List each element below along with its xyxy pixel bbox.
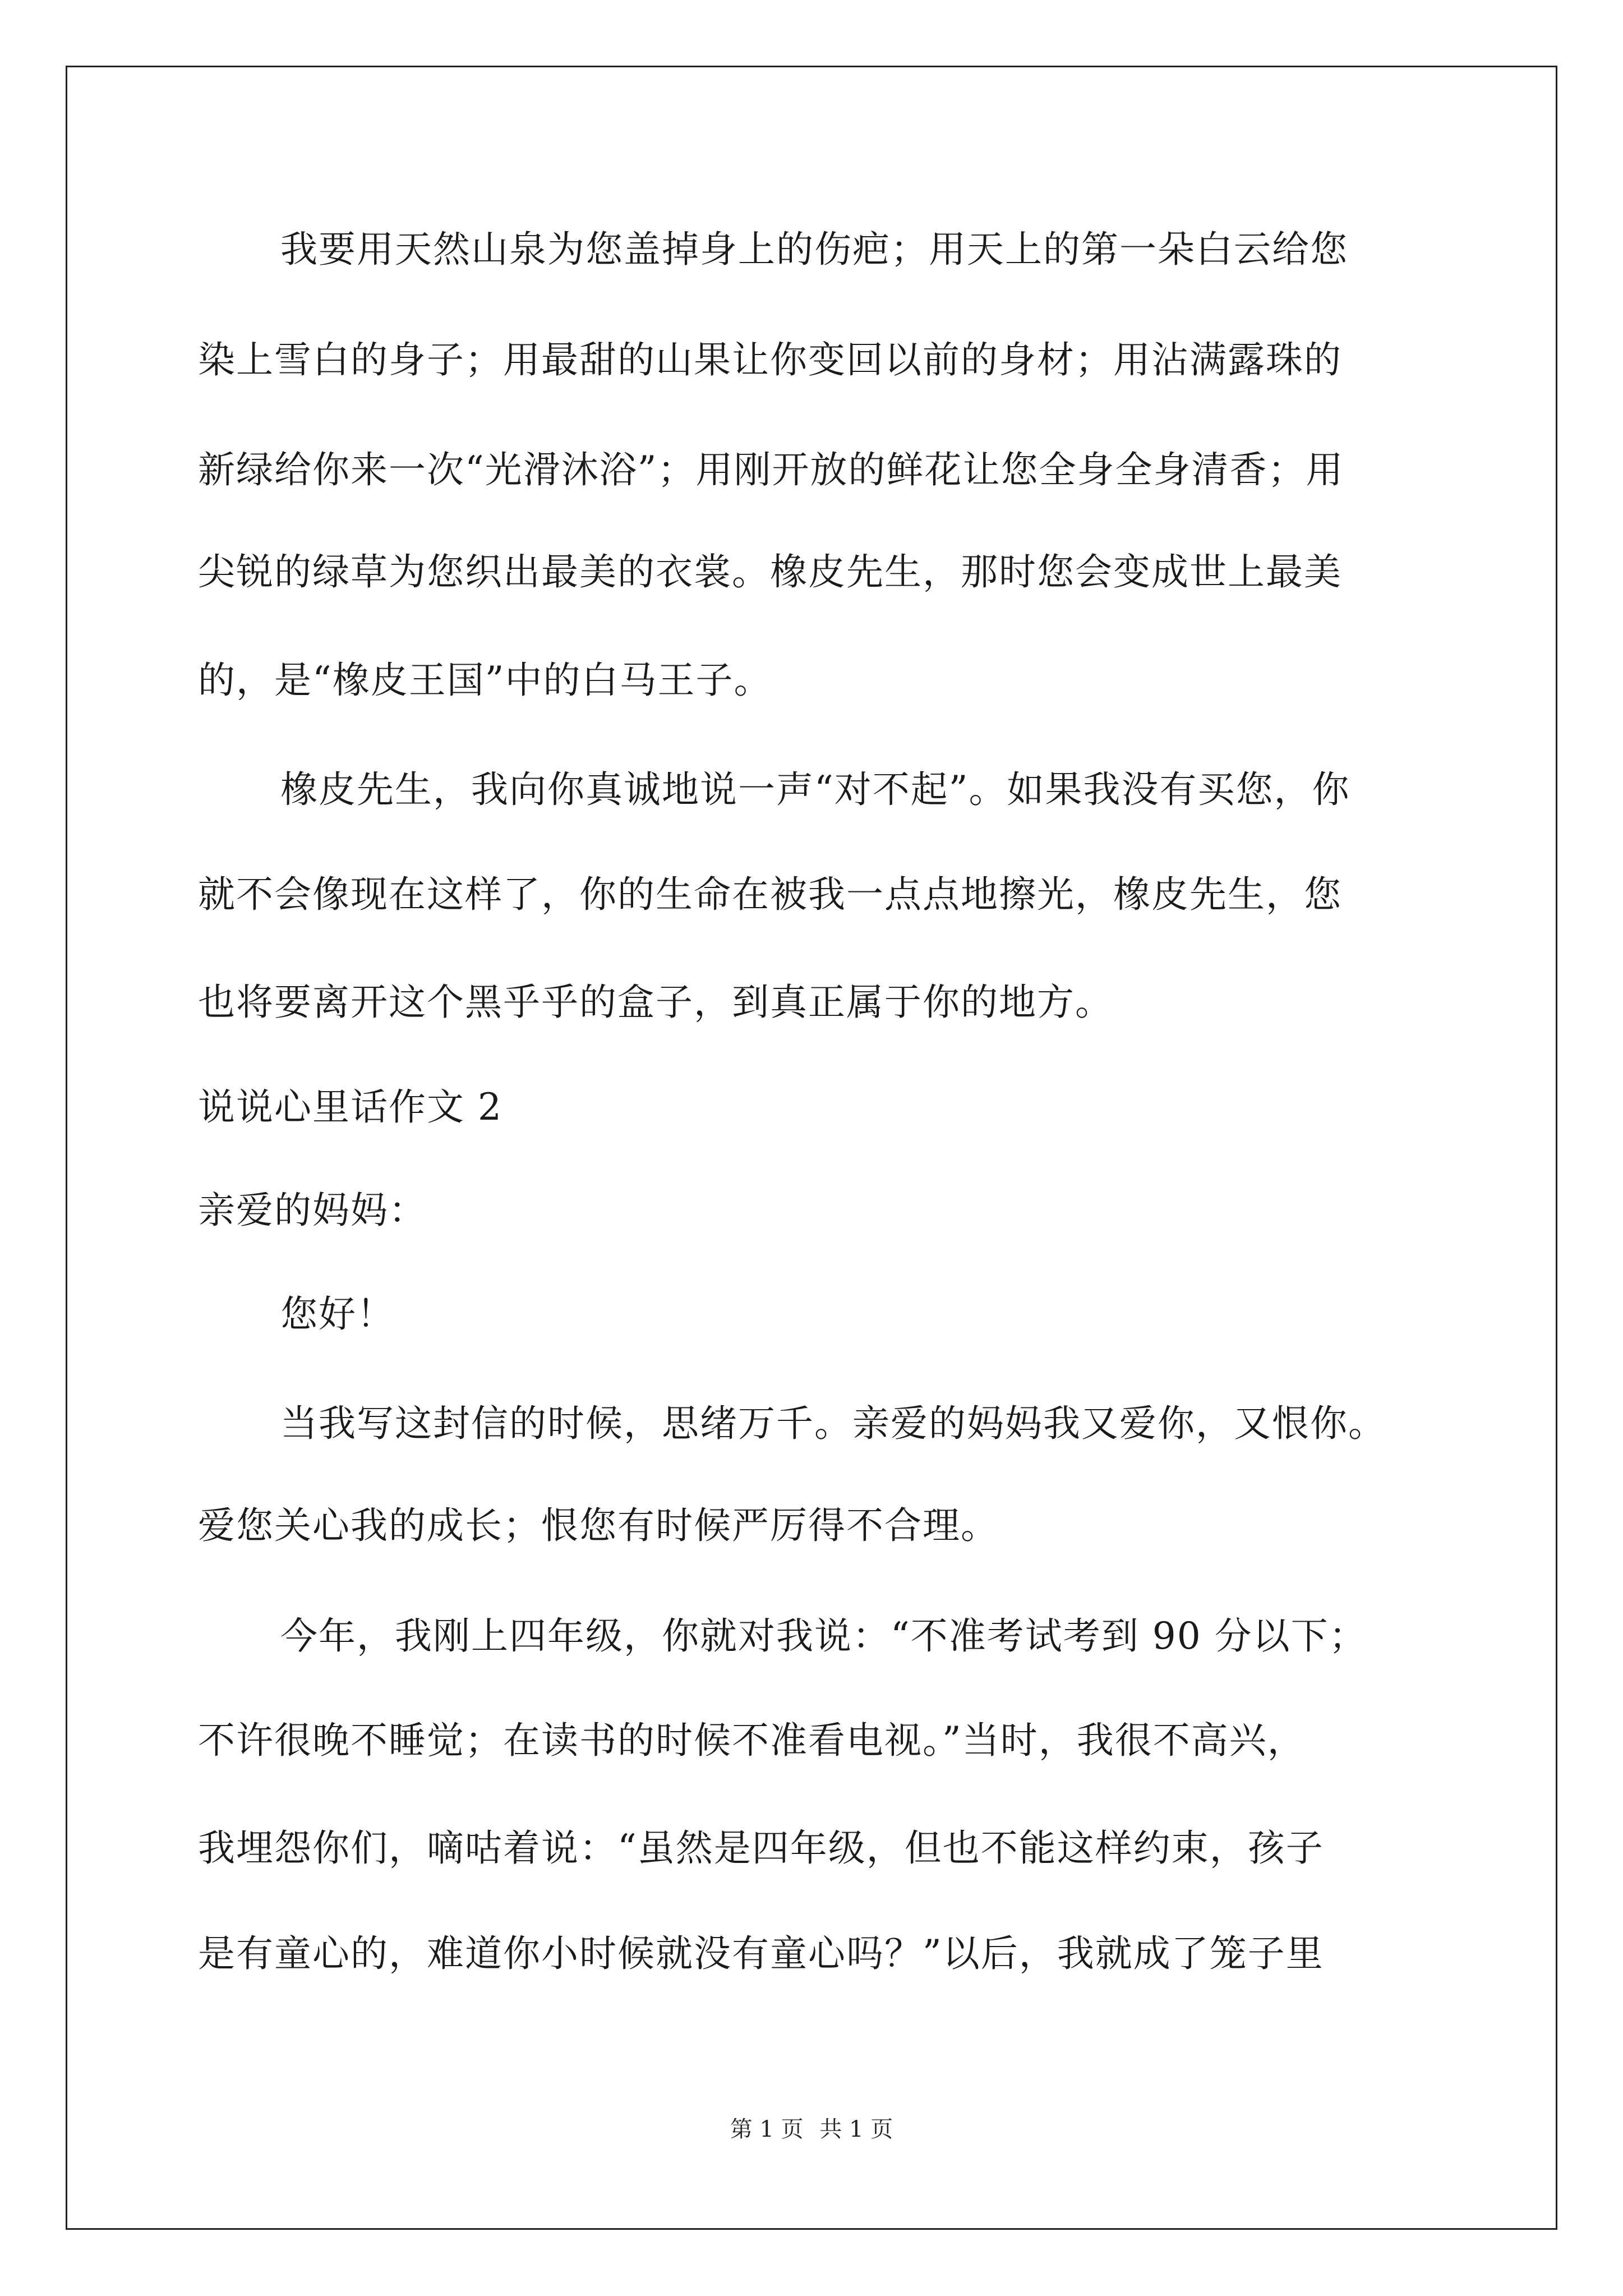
text-line: 我要用天然山泉为您盖掉身上的伤疤；用天上的第一朵白云给您 <box>280 228 1348 271</box>
page-border <box>66 66 1557 2230</box>
text-line: 染上雪白的身子；用最甜的山果让你变回以前的身材；用沾满露珠的 <box>198 338 1342 381</box>
text-line: 当我写这封信的时候，思绪万千。亲爱的妈妈我又爱你，又恨你。 <box>280 1402 1386 1445</box>
text-line: 新绿给你来一次“光滑沐浴”；用刚开放的鲜花让您全身全身清香；用 <box>198 448 1344 491</box>
text-line: 就不会像现在这样了，你的生命在被我一点点地擦光，橡皮先生，您 <box>198 873 1342 916</box>
text-line: 尖锐的绿草为您织出最美的衣裳。橡皮先生，那时您会变成世上最美 <box>198 550 1342 593</box>
text-line: 不许很晚不睡觉；在读书的时候不准看电视。”当时，我很不高兴， <box>198 1719 1306 1762</box>
page-footer <box>0 2115 1623 2143</box>
text-line: 是有童心的，难道你小时候就没有童心吗？”以后，我就成了笼子里 <box>198 1932 1324 1975</box>
text-line: 爱您关心我的成长；恨您有时候严厉得不合理。 <box>198 1504 999 1547</box>
text-line: 橡皮先生，我向你真诚地说一声“对不起”。如果我没有买您，你 <box>280 768 1350 811</box>
text-line: 也将要离开这个黑乎乎的盒子，到真正属于你的地方。 <box>198 981 1113 1024</box>
text-line: 的，是“橡皮王国”中的白马王子。 <box>198 659 772 702</box>
text-line: 今年，我刚上四年级，你就对我说：“不准考试考到 90 分以下； <box>280 1614 1367 1658</box>
letter-salutation: 亲爱的妈妈： <box>198 1189 427 1232</box>
text-line: 我埋怨你们，嘀咕着说：“虽然是四年级，但也不能这样约束，孩子 <box>198 1826 1324 1870</box>
section-heading: 说说心里话作文 2 <box>198 1085 502 1129</box>
page-number: 第 1 页 <box>730 2116 804 2142</box>
page-total: 共 1 页 <box>819 2116 893 2142</box>
letter-greeting: 您好！ <box>280 1292 395 1336</box>
